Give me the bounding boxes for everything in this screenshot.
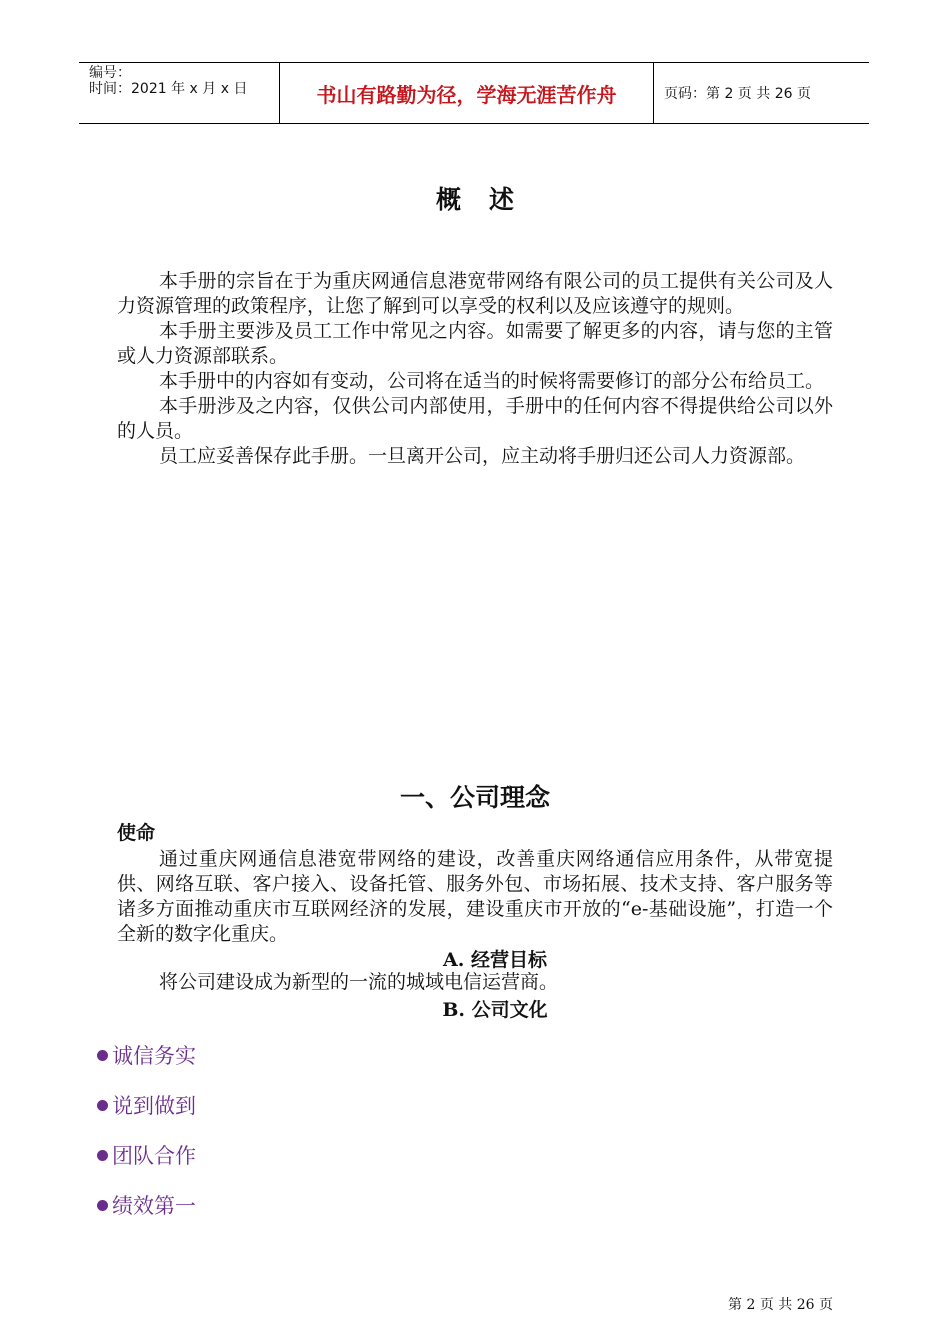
culture-item-label: 团队合作 (112, 1144, 196, 1168)
mission-body (117, 847, 833, 947)
document-time-label: 时间：2021 年 x 月 x 日 (89, 81, 248, 97)
bullet-icon (97, 1200, 108, 1211)
culture-item-label: 绩效第一 (112, 1194, 196, 1218)
goal-heading: A. 经营目标 (443, 949, 547, 971)
culture-list (97, 1030, 196, 1230)
mission-paragraph: 通过重庆网通信息港宽带网络的建设，改善重庆网络通信应用条件，从带宽提供、网络互联、客户接入、设备托管、服务外包、市场拓展、技术支持、客户服务等诸多方面推动重庆市互联网经济的发展，建设重庆市开放的“e-基础设施”，打造一个全新的数字化重庆。 (117, 848, 833, 945)
header-page-info: 页码：第 2 页 共 26 页 (664, 86, 811, 102)
overview-paragraph: 员工应妥善保存此手册。一旦离开公司，应主动将手册归还公司人力资源部。 (159, 445, 806, 467)
list-item (97, 1030, 196, 1080)
overview-body (117, 269, 833, 469)
overview-title: 概述 (435, 185, 542, 214)
list-item (97, 1130, 196, 1180)
bullet-icon (97, 1100, 108, 1111)
list-item (97, 1180, 196, 1230)
document-number-label: 编号： (89, 65, 131, 81)
bullet-icon (97, 1150, 108, 1161)
page-header (79, 62, 869, 124)
culture-item-label: 说到做到 (112, 1094, 196, 1118)
list-item (97, 1080, 196, 1130)
overview-paragraph: 本手册涉及之内容，仅供公司内部使用，手册中的任何内容不得提供给公司以外的人员。 (117, 395, 833, 442)
culture-item-label: 诚信务实 (112, 1044, 196, 1068)
section-title-philosophy: 一、公司理念 (399, 783, 550, 812)
overview-paragraph: 本手册的宗旨在于为重庆网通信息港宽带网络有限公司的员工提供有关公司及人力资源管理的政策程序，让您了解到可以享受的权利以及应该遵守的规则。 (117, 270, 833, 317)
overview-paragraph: 本手册中的内容如有变动，公司将在适当的时候将需要修订的部分公布给员工。 (159, 370, 825, 392)
goal-paragraph: 将公司建设成为新型的一流的城域电信运营商。 (159, 971, 559, 993)
bullet-icon (97, 1050, 108, 1061)
mission-heading: 使命 (117, 822, 156, 844)
overview-paragraph: 本手册主要涉及员工工作中常见之内容。如需要了解更多的内容，请与您的主管或人力资源部联系。 (117, 320, 833, 367)
culture-heading: B. 公司文化 (442, 999, 548, 1021)
header-meta (79, 63, 280, 123)
page-footer: 第 2 页 共 26 页 (728, 1297, 833, 1313)
goal-body (117, 970, 833, 995)
header-motto: 书山有路勤为径，学海无涯苦作舟 (280, 63, 654, 123)
